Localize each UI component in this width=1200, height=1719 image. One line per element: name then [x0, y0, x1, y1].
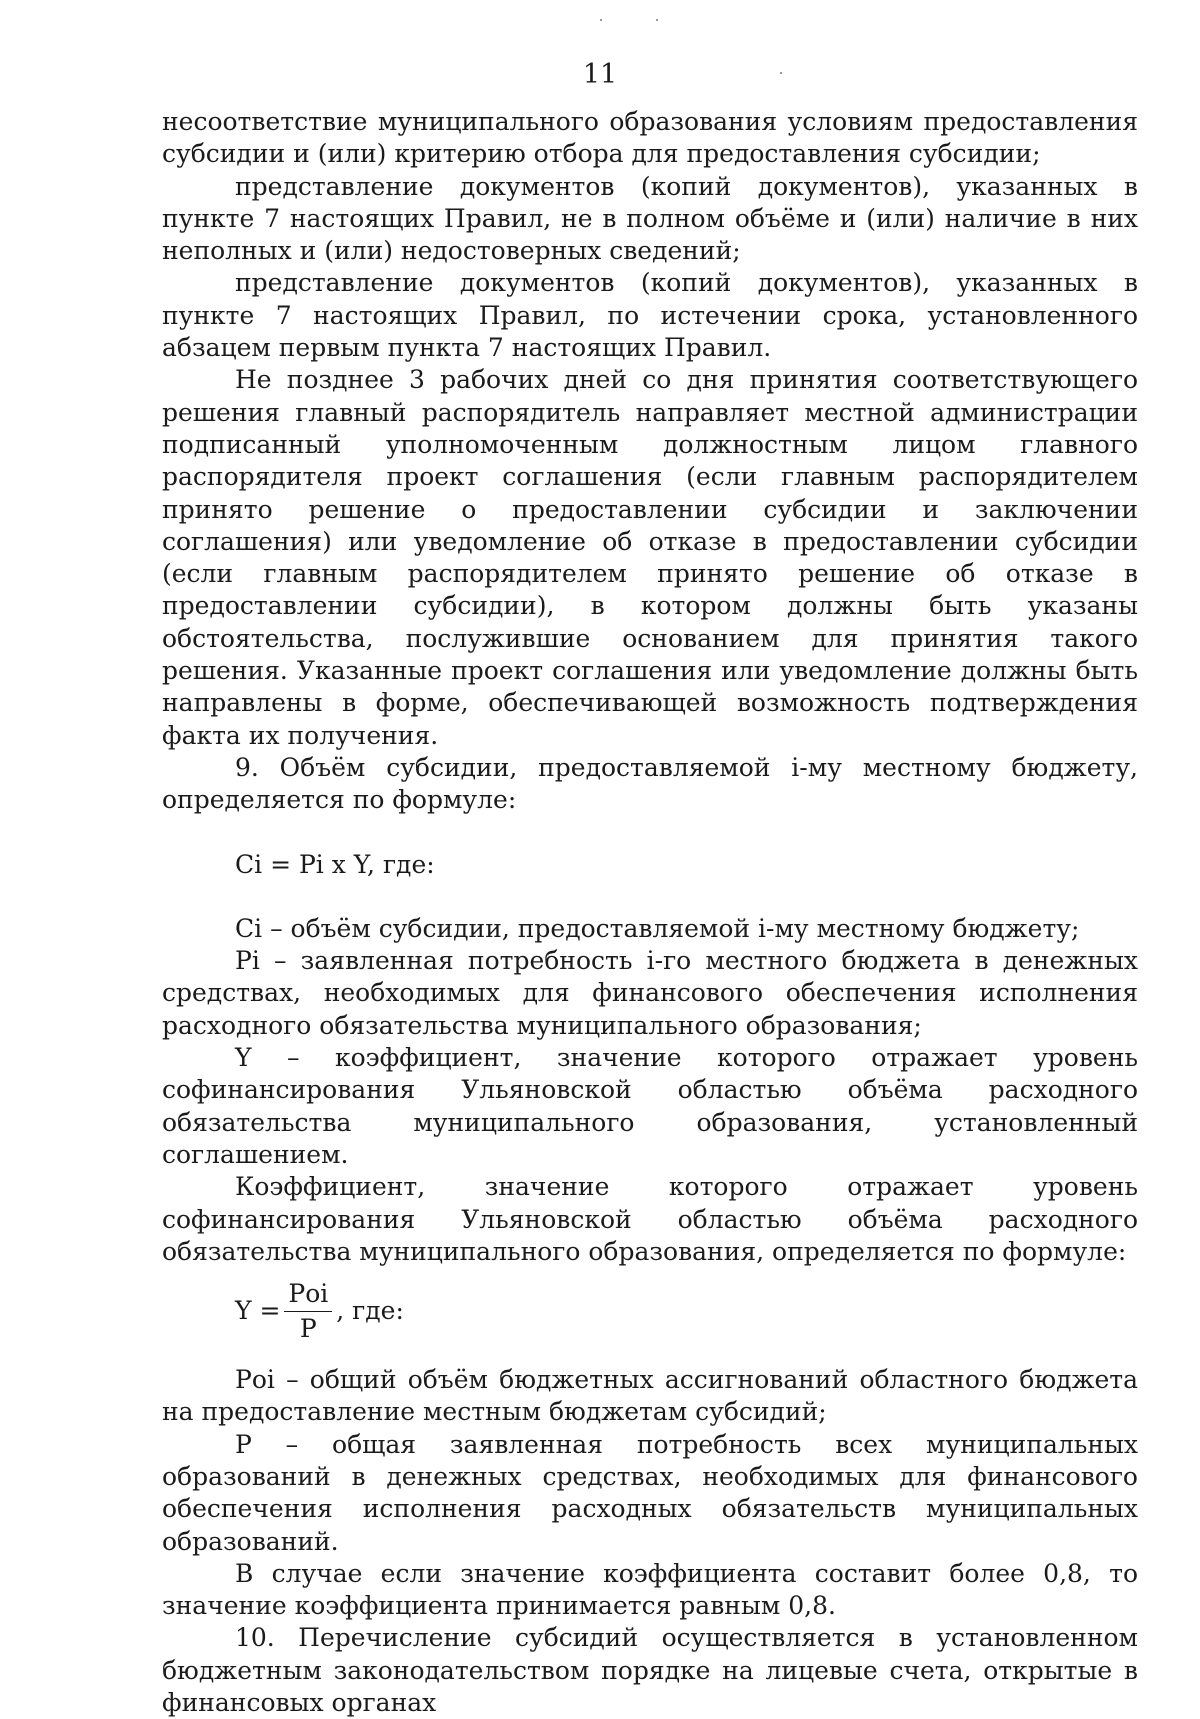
- formula-lhs: Y =: [235, 1296, 281, 1326]
- formula-subsidy-volume: Сi = Рi х Y, где:: [235, 849, 435, 879]
- scan-speck: [600, 19, 602, 21]
- paragraph: 9. Объём субсидии, предоставляемой i-му местному бюджету, определяется по формуле:: [162, 752, 1138, 815]
- scan-speck: [656, 19, 658, 21]
- page-number: 11: [582, 59, 618, 90]
- paragraph: Рi – заявленная потребность i-го местного бюджета в денежных средствах, необходимых для финансового обеспечения исполнения расходного обязательства муниципального образования;: [162, 946, 1138, 1040]
- fraction: [284, 1278, 332, 1345]
- paragraph: Р – общая заявленная потребность всех муниципальных образований в денежных средствах, необходимых для финансового обеспечения исполнения расходных обязательств муниципальных образований.: [162, 1429, 1138, 1556]
- paragraph: представление документов (копий документов), указанных в пункте 7 настоящих Правил, не в полном объёме и (или) наличие в них неполных и (или) недостоверных сведений;: [162, 171, 1138, 266]
- paragraph: несоответствие муниципального образования условиям предоставления субсидии и (или) критерию отбора для предоставления субсидии;: [162, 107, 1138, 169]
- formula-suffix: , где:: [336, 1296, 404, 1326]
- paragraph: Y – коэффициент, значение которого отражает уровень софинансирования Ульяновской областью объёма расходного обязательства муниципального образования, установленный соглашением.: [162, 1043, 1138, 1169]
- paragraph: Сi – объём субсидии, предоставляемой i-му местному бюджету;: [235, 913, 1080, 943]
- paragraph: В случае если значение коэффициента составит более 0,8, то значение коэффициента принимается равным 0,8.: [162, 1558, 1138, 1621]
- document-body: [162, 106, 1138, 1719]
- formula-coefficient: [162, 1268, 1138, 1364]
- paragraph: представление документов (копий документов), указанных в пункте 7 настоящих Правил, по истечении срока, установленного абзацем первым пункта 7 настоящих Правил.: [162, 268, 1138, 363]
- paragraph: Роi – общий объём бюджетных ассигнований областного бюджета на предоставление местным бюджетам субсидий;: [162, 1365, 1138, 1427]
- fraction-numerator: Роi: [284, 1278, 332, 1312]
- paragraph: Коэффициент, значение которого отражает уровень софинансирования Ульяновской областью объёма расходного обязательства муниципального образования, определяется по формуле:: [162, 1172, 1138, 1266]
- fraction-denominator: Р: [299, 1314, 317, 1344]
- paragraph: Не позднее 3 рабочих дней со дня принятия соответствующего решения главный распорядитель направляет местной администрации подписанный уполномоченным должностным лицом главного распорядителя проект соглашения (если главным распорядителем принято решение о предоставлении субсидии и заключении соглашения) или уведомление об отказе в предоставлении субсидии (если главным распорядителем принято решение об отказе в предоставлении субсидии), в котором должны быть указаны обстоятельства, послужившие основанием для принятия такого решения. Указанные проект соглашения или уведомление должны быть направлены в форме, обеспечивающей возможность подтверждения факта их получения.: [162, 365, 1138, 750]
- paragraph: 10. Перечисление субсидий осуществляется в установленном бюджетным законодательством порядке на лицевые счета, открытые в финансовых органах: [162, 1623, 1138, 1718]
